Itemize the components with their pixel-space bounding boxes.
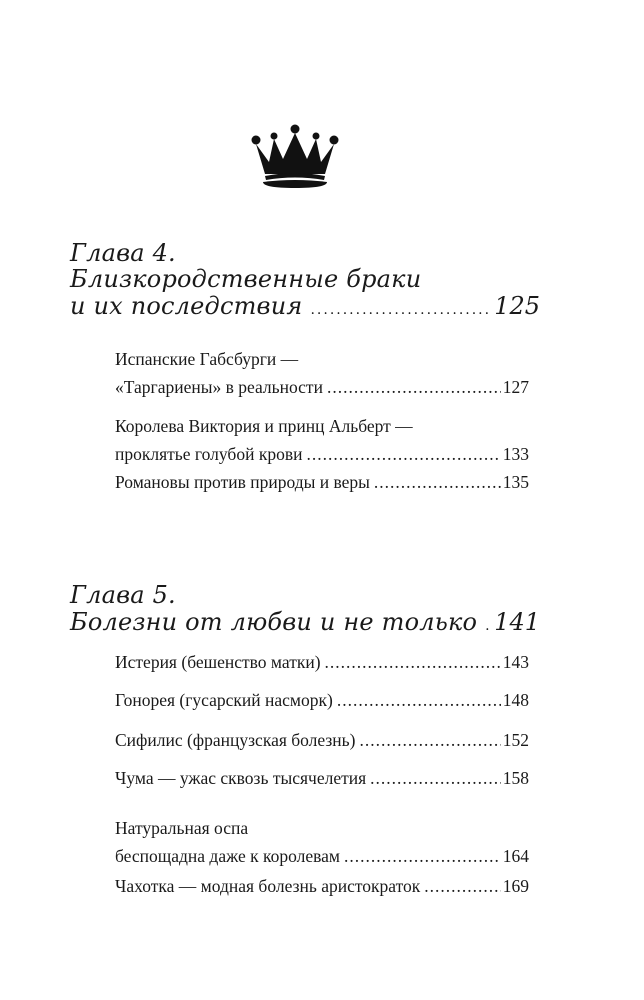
chapter-title-line: Болезни от любви и не только xyxy=(70,608,478,636)
toc-entry-title: Чума — ужас сквозь тысячелетия xyxy=(115,768,367,788)
dot-leader xyxy=(370,764,501,792)
toc-page-number: 127 xyxy=(502,377,529,397)
dot-leader xyxy=(337,686,501,714)
crown-icon xyxy=(247,124,343,190)
toc-entry-title: Сифилис (французская болезнь) xyxy=(115,730,356,750)
toc-entry[interactable] xyxy=(115,648,529,676)
toc-entry-title: Истерия (бешенство матки) xyxy=(115,652,321,672)
toc-page-number: 152 xyxy=(502,730,529,750)
toc-entry[interactable] xyxy=(115,872,529,900)
toc-page-number: 158 xyxy=(502,768,529,788)
toc-entry[interactable] xyxy=(115,345,529,401)
toc-entry-line: Испанские Габсбурги — xyxy=(115,349,299,369)
toc-entry-title: Романовы против природы и веры xyxy=(115,472,370,492)
chapter-number: Глава 5. xyxy=(70,581,176,609)
toc-entry-title: проклятье голубой крови xyxy=(115,444,303,464)
chapter-heading xyxy=(70,582,540,636)
toc-entry[interactable] xyxy=(115,468,529,496)
dot-leader xyxy=(485,618,490,634)
toc-entry[interactable] xyxy=(115,764,529,792)
toc-page-number: 148 xyxy=(502,690,529,710)
chapter-title-line: Близкородственные браки xyxy=(70,265,422,293)
dot-leader xyxy=(325,648,501,676)
dot-leader xyxy=(359,726,500,754)
toc-entry[interactable] xyxy=(115,412,529,468)
toc-entry[interactable] xyxy=(115,814,529,870)
chapter-page-number: 125 xyxy=(494,292,540,320)
toc-entry-line: Королева Виктория и принц Альберт — xyxy=(115,416,413,436)
toc-entry-title: беспощадна даже к королевам xyxy=(115,846,340,866)
toc-entry-title: Гонорея (гусарский насморк) xyxy=(115,690,333,710)
toc-entry-title: «Таргариены» в реальности xyxy=(115,377,323,397)
toc-entry[interactable] xyxy=(115,686,529,714)
toc-entry-title: Чахотка — модная болезнь аристократок xyxy=(115,876,421,896)
dot-leader xyxy=(344,842,501,870)
dot-leader xyxy=(327,373,501,401)
chapter-page-number: 141 xyxy=(494,608,540,636)
dot-leader xyxy=(374,468,501,496)
toc-page-number: 135 xyxy=(502,472,529,492)
toc-page-number: 133 xyxy=(502,444,529,464)
dot-leader xyxy=(306,440,500,468)
dot-leader xyxy=(424,872,500,900)
dot-leader xyxy=(310,302,490,318)
chapter-number: Глава 4. xyxy=(70,239,176,267)
toc-entry[interactable] xyxy=(115,726,529,754)
toc-page-number: 169 xyxy=(502,876,529,896)
toc-page-number: 143 xyxy=(502,652,529,672)
toc-entry-line: Натуральная оспа xyxy=(115,818,249,838)
toc-page-number: 164 xyxy=(502,846,529,866)
chapter-title-line: и их последствия xyxy=(70,292,303,320)
chapter-heading xyxy=(70,240,540,320)
